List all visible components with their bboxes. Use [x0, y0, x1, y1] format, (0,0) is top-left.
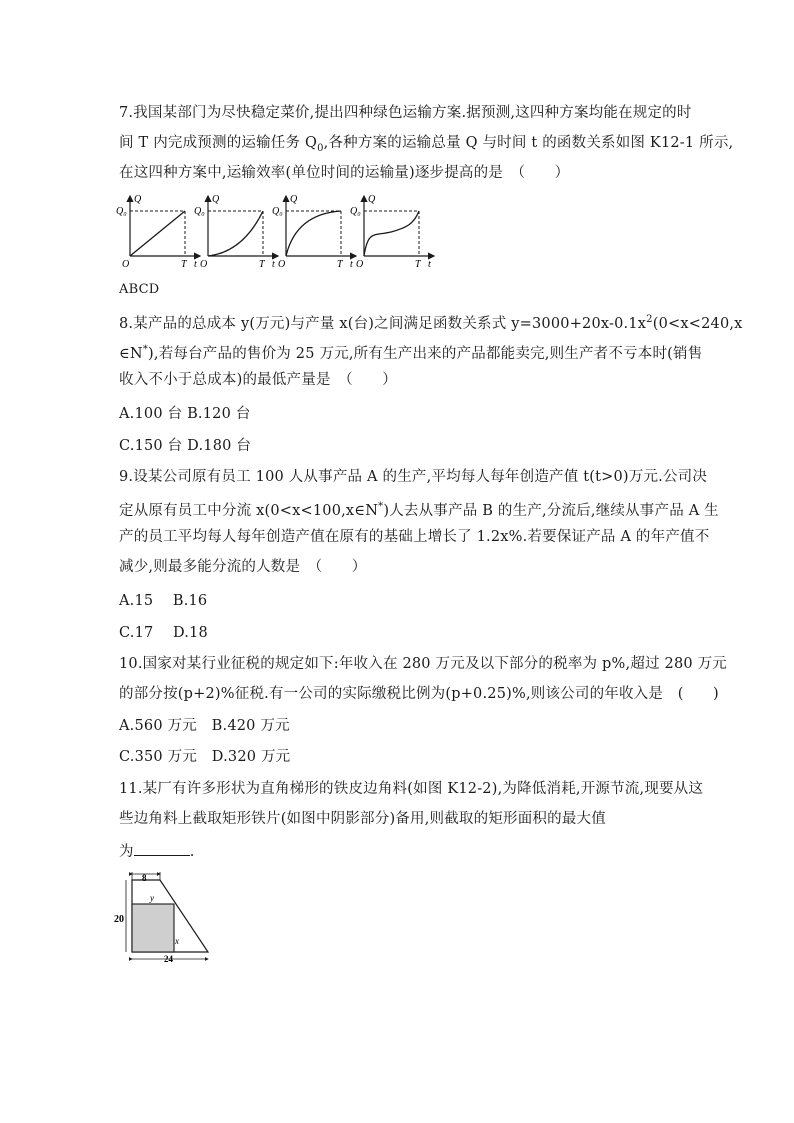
graph-c-o-label: O [278, 259, 286, 270]
q7-subscript: 0 [317, 142, 324, 154]
graph-d-T-label: T [415, 259, 421, 270]
graph-d-t-label: t [428, 259, 431, 270]
q10-options-ab: A.560 万元 B.420 万元 [119, 718, 290, 734]
q7-line-2a: 间 T 内完成预测的运输任务 Q [119, 135, 318, 151]
q7-graphs-figure [110, 190, 440, 272]
q9-line-2b: )人去从事产品 B 的生产,分流后,继续从事产品 A 生 [383, 502, 719, 519]
q8-line-2b: ),若每台产品的售价为 25 万元,所有生产出来的产品都能卖完,则生产者不亏本时(销售 [148, 345, 703, 362]
answer-blank [134, 841, 190, 856]
graph-c-t-label: t [350, 259, 353, 270]
q7-choices: ABCD [119, 282, 160, 297]
graph-d-o-label: O [356, 259, 364, 270]
graph-d-q0-label: Q₀ [350, 206, 361, 217]
dimension-left-label: 20 [114, 914, 124, 925]
graph-c-T-label: T [337, 259, 343, 270]
q8-options-cd: C.150 台 D.180 台 [119, 438, 252, 454]
graph-a [116, 194, 200, 270]
q8-line-1b: (0<x<240,x [652, 315, 743, 332]
var-x-label: x [175, 936, 179, 946]
q9-line-1: 9.设某公司原有员工 100 人从事产品 A 的生产,平均每人每年创造产值 t(t>0)万元.公司决 [119, 469, 708, 485]
q8-superscript: 2 [646, 314, 653, 325]
q9-line-2 [119, 497, 719, 521]
var-y-label: y [150, 893, 154, 903]
q8-options-ab: A.100 台 B.120 台 [119, 406, 251, 422]
q8-line-2a: ∈N [119, 345, 143, 362]
graph-a-T-label: T [181, 259, 187, 270]
q11-line-2: 些边角料上截取矩形铁片(如图中阴影部分)备用,则截取的矩形面积的最大值 [119, 811, 606, 827]
shaded-rectangle [132, 904, 174, 952]
q8-line-1a: 8.某产品的总成本 y(万元)与产量 x(台)之间满足函数关系式 y=3000+20x-0.1x [119, 315, 647, 332]
graph-b-o-label: O [200, 259, 208, 270]
q11-line-1: 11.某厂有许多形状为直角梯形的铁皮边角料(如图 K12-2),为降低消耗,开源节流,现要从这 [119, 781, 704, 797]
q11-line-3-text: 为 [119, 844, 134, 860]
q9-line-3: 产的员工平均每人每年创造产值在原有的基础上增长了 1.2x%.若要保证产品 A 的年产值不 [119, 529, 710, 545]
graph-b-q-label: Q [212, 194, 220, 205]
dimension-top-label: 8 [142, 873, 147, 883]
graph-a-q-label: Q [134, 194, 142, 205]
graph-c [272, 194, 356, 270]
q9-line-2a: 定从原有员工中分流 x(0<x<100,x∈N [119, 502, 379, 519]
graph-d [350, 194, 434, 270]
q8-superscript-star: * [142, 344, 149, 355]
q7-line-3: 在这四种方案中,运输效率(单位时间的运输量)逐步提高的是 （ ） [119, 165, 570, 181]
q8-line-1 [119, 310, 743, 334]
graph-a-o-label: O [122, 259, 130, 270]
q10-options-cd: C.350 万元 D.320 万元 [119, 749, 291, 765]
graph-a-q0-label: Q₀ [116, 206, 127, 217]
graph-b-q0-label: Q₀ [194, 206, 205, 217]
graph-c-q-label: Q [290, 194, 298, 205]
graph-c-q0-label: Q₀ [272, 206, 283, 217]
q7-line-2b: ,各种方案的运输总量 Q 与时间 t 的函数关系如图 K12-1 所示, [323, 135, 734, 151]
graph-d-q-label: Q [368, 194, 376, 205]
q7-line-2 [119, 133, 733, 159]
q10-line-1: 10.国家对某行业征税的规定如下:年收入在 280 万元及以下部分的税率为 p%,超过 280 万元 [119, 656, 728, 672]
trapezoid-figure [112, 872, 216, 964]
q8-line-2 [119, 340, 702, 364]
q7-line-1: 7.我国某部门为尽快稳定菜价,提出四种绿色运输方案.据预测,这四种方案均能在规定的时 [119, 105, 692, 121]
q9-options-ab: A.15 B.16 [119, 593, 208, 609]
q11-line-3 [119, 841, 195, 862]
graph-b [194, 194, 278, 270]
q11-line-3-end: . [189, 844, 195, 860]
graph-b-t-label: t [272, 259, 275, 270]
graph-b-T-label: T [259, 259, 265, 270]
q9-line-4: 减少,则最多能分流的人数是 （ ） [119, 559, 367, 575]
q9-options-cd: C.17 D.18 [119, 625, 208, 641]
q10-line-2: 的部分按(p+2)%征税.有一公司的实际缴税比例为(p+0.25)%,则该公司的年收入是 ( ) [119, 686, 719, 702]
q8-line-3: 收入不小于总成本)的最低产量是 （ ） [119, 372, 397, 388]
dimension-bottom-label: 24 [164, 954, 173, 964]
graph-a-t-label: t [194, 259, 197, 270]
q9-superscript-star: * [378, 501, 384, 512]
